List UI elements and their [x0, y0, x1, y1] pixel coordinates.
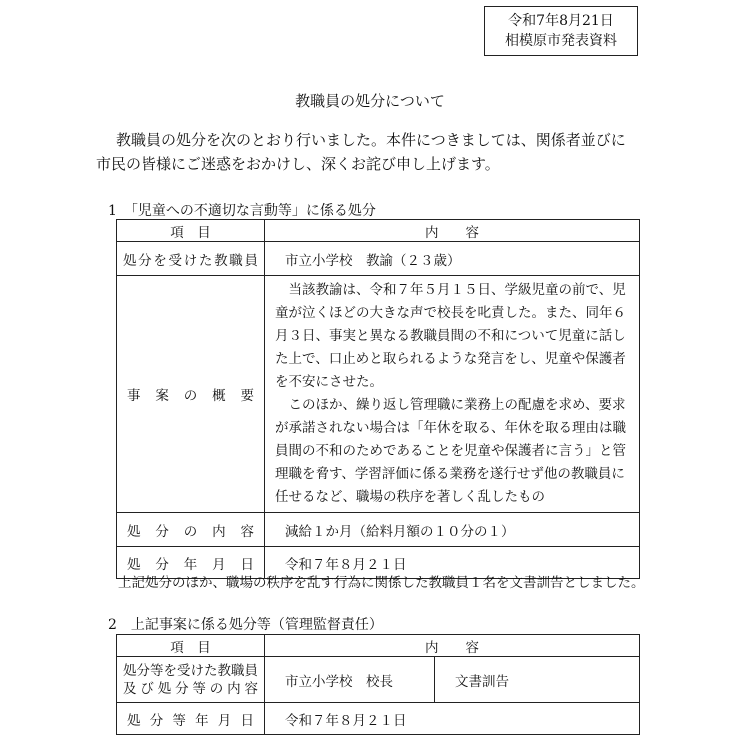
- row-value-summary: [265, 276, 640, 513]
- intro-line-1: 教職員の処分を次のとおり行いました。本件につきましては、関係者並びに: [116, 131, 626, 149]
- table-row: [117, 242, 640, 276]
- section2-heading: 2 上記事案に係る処分等（管理監督責任）: [108, 617, 383, 633]
- release-date: 令和7年8月21日: [508, 13, 614, 29]
- table-row: [117, 276, 640, 513]
- table-header-row: [117, 635, 640, 657]
- section1-note: 上記処分のほか、職場の秩序を乱す行為に関係した教職員１名を文書訓告としました。: [118, 575, 645, 591]
- section2-table: [116, 634, 640, 735]
- row-label-date: 処分年月日: [117, 547, 265, 579]
- page-title: 教職員の処分について: [295, 92, 445, 110]
- col-header-item: 項 目: [117, 220, 265, 242]
- row-value-school: 市立小学校 校長: [265, 657, 435, 703]
- row-value-penalty: 文書訓告: [435, 657, 640, 703]
- col-header-content: 内 容: [265, 220, 640, 242]
- table-row: [117, 657, 640, 703]
- section1-heading: 1 「児童への不適切な言動等」に係る処分: [108, 203, 376, 219]
- row-label-date: 処分等年月日: [117, 703, 265, 735]
- summary-paragraph-2: このほか、繰り返し管理職に業務上の配慮を求め、要求が承諾されない場合は「年休を取る、年休を取る理由は職員間の不和のためであることを児童や保護者に言う」と管理職を脅す、学習評価に係る業務を遂行せず他の教職員に任せるなど、職場の秩序を著しく乱したもの: [275, 397, 626, 505]
- summary-paragraph-1: 当該教諭は、令和７年５月１５日、学級児童の前で、児童が泣くほどの大きな声で校長を叱責した。また、同年６月３日、事実と異なる教職員間の不和について児童に話した上で、口止めと取られるような発言をし、児童や保護者を不安にさせた。: [275, 282, 626, 390]
- intro-paragraph: [96, 128, 676, 176]
- col-header-item: 項 目: [117, 635, 265, 657]
- row-value-penalty: 減給１か月（給料月額の１０分の１）: [265, 513, 640, 547]
- section1-table: [116, 219, 640, 579]
- col-header-content: 内 容: [265, 635, 640, 657]
- row-value-date: 令和７年８月２１日: [265, 703, 640, 735]
- row-label-staff-penalty: 処分等を受けた教職員 及び処分等の内容: [117, 657, 265, 703]
- release-source: 相模原市発表資料: [505, 33, 617, 49]
- table-row: [117, 703, 640, 735]
- row-value-date: 令和７年８月２１日: [265, 547, 640, 579]
- table-row: [117, 513, 640, 547]
- row-label-penalty: 処分の内容: [117, 513, 265, 547]
- intro-line-2: 市民の皆様にご迷惑をおかけし、深くお詫び申し上げます。: [96, 155, 500, 173]
- row-value-staff: 市立小学校 教諭（２３歳）: [265, 242, 640, 276]
- press-release-box: [484, 6, 638, 56]
- row-label-staff: 処分を受けた教職員: [117, 242, 265, 276]
- table-header-row: [117, 220, 640, 242]
- row-label-summary: 事案の概要: [117, 276, 265, 513]
